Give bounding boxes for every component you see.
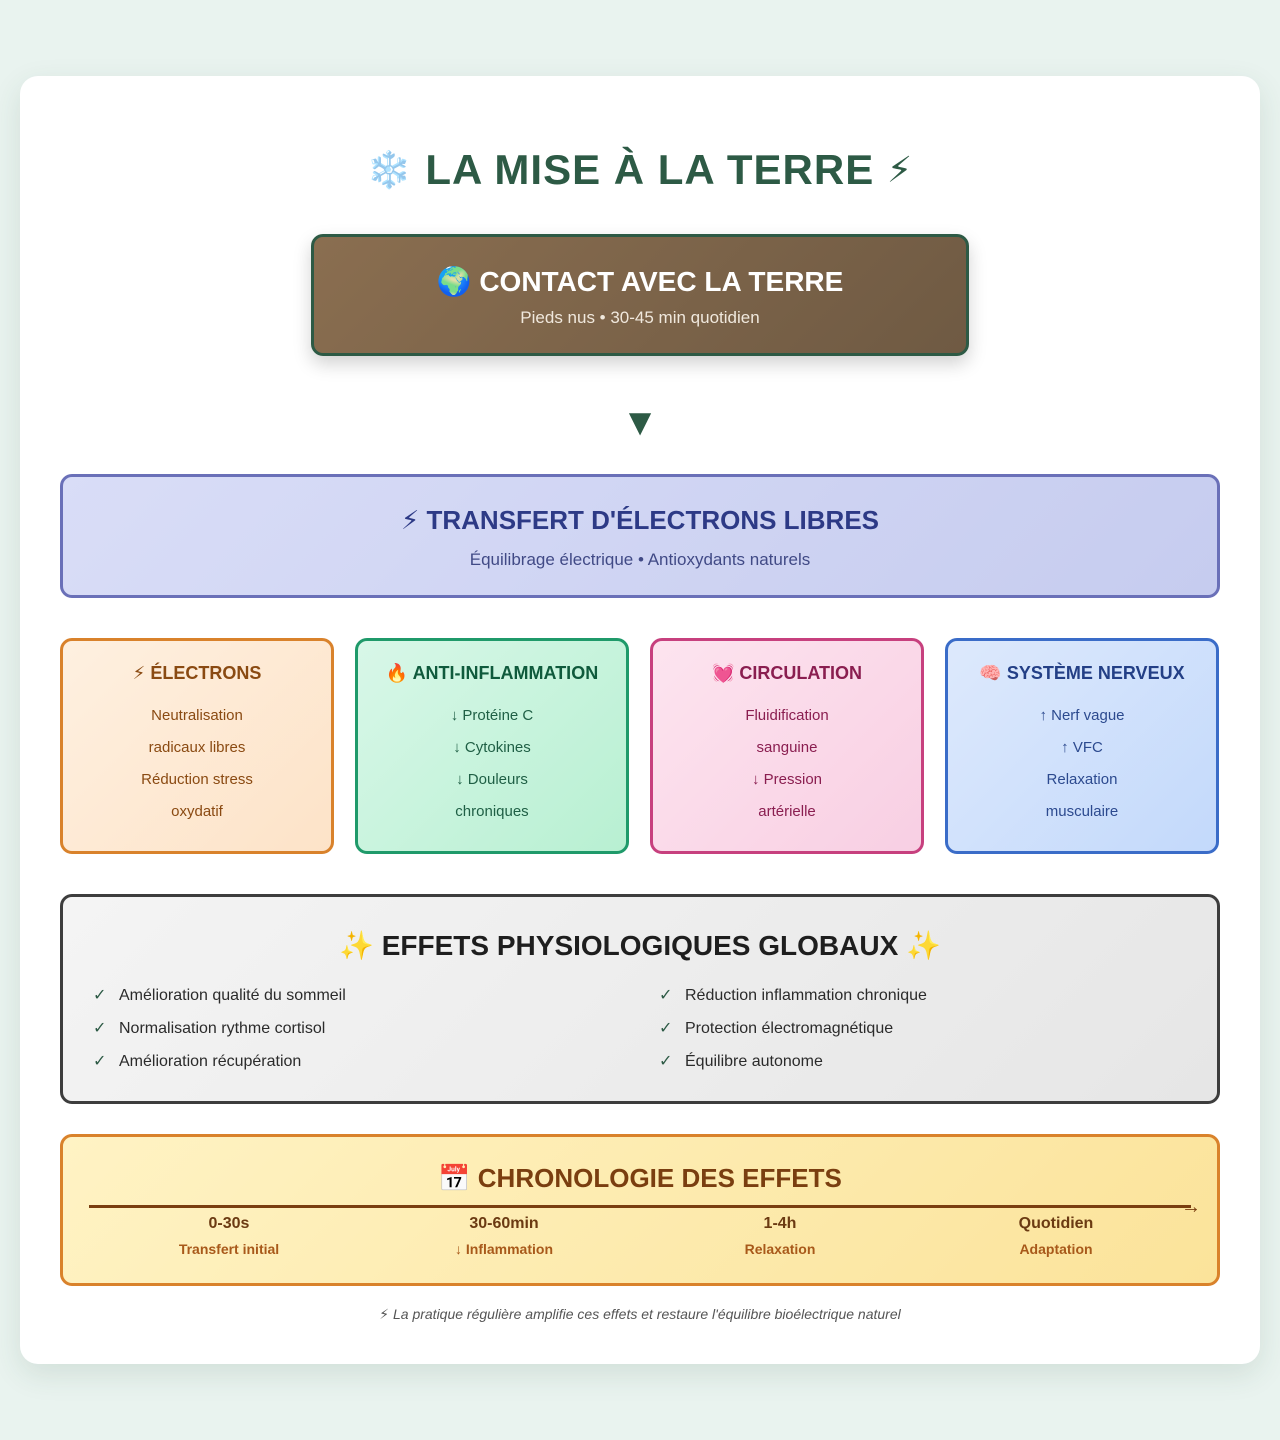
check-icon: ✓ xyxy=(93,1053,107,1070)
mechanism-line: ↑ VFC xyxy=(1061,739,1103,756)
effect-item-text: Amélioration qualité du sommeil xyxy=(119,987,346,1004)
mechanism-title xyxy=(63,663,331,684)
lightning-icon: ⚡ xyxy=(886,149,914,190)
sparkles-icon: ✨ xyxy=(906,930,941,961)
timeline-step-label: Adaptation xyxy=(1019,1241,1093,1257)
timeline-step xyxy=(941,1215,1171,1257)
mechanism-card-electrons xyxy=(60,638,334,854)
mechanism-title-text: SYSTÈME NERVEUX xyxy=(1006,663,1185,683)
brain-icon: 🧠 xyxy=(979,663,1002,683)
timeline-step-time: 0-30s xyxy=(208,1215,250,1232)
timeline-step-time: 30-60min xyxy=(469,1215,539,1232)
page-title-text: LA MISE À LA TERRE xyxy=(425,146,875,193)
mechanism-card-circulation xyxy=(650,638,924,854)
timeline-step xyxy=(389,1215,619,1257)
effect-item xyxy=(659,985,1179,1018)
fire-icon: 🔥 xyxy=(385,663,409,683)
snowflake-icon: ❄️ xyxy=(366,149,413,190)
timeline-step-time: 1-4h xyxy=(763,1215,797,1232)
timeline-line xyxy=(89,1205,1191,1208)
effect-item-text: Protection électromagnétique xyxy=(685,1020,894,1037)
mechanism-title xyxy=(948,663,1216,684)
mechanism-card-nervous-system xyxy=(945,638,1219,854)
mechanism-line: Fluidification xyxy=(745,707,829,724)
effect-item xyxy=(93,985,613,1018)
electron-transfer-subtitle: Équilibrage électrique • Antioxydants naturels xyxy=(469,550,811,569)
globe-icon: 🌍 xyxy=(436,266,472,297)
heart-icon: 💓 xyxy=(711,663,735,683)
timeline-step-label: Relaxation xyxy=(744,1241,816,1257)
mechanism-line: Relaxation xyxy=(1046,771,1118,788)
effect-item xyxy=(93,1018,613,1051)
down-arrow-icon: ▼ xyxy=(621,402,659,444)
effect-item xyxy=(659,1051,1179,1084)
mechanism-title-text: ANTI-INFLAMMATION xyxy=(412,663,599,683)
mechanism-title xyxy=(358,663,626,684)
check-icon: ✓ xyxy=(659,1020,673,1037)
lightning-icon: ⚡ xyxy=(132,663,146,683)
timeline-step-label: Transfert initial xyxy=(178,1241,280,1257)
effect-item xyxy=(93,1051,613,1084)
timeline-step xyxy=(665,1215,895,1257)
earth-contact-title xyxy=(314,265,966,298)
global-effects-box xyxy=(60,894,1220,1104)
effect-item-text: Amélioration récupération xyxy=(119,1053,302,1070)
timeline-step xyxy=(114,1215,344,1257)
check-icon: ✓ xyxy=(93,1020,107,1037)
effect-item-text: Équilibre autonome xyxy=(685,1053,823,1070)
mechanism-line: ↓ Cytokines xyxy=(453,739,531,756)
mechanism-line: radicaux libres xyxy=(148,739,246,756)
page-title xyxy=(0,146,1280,194)
mechanism-line: artérielle xyxy=(758,803,816,820)
effect-item xyxy=(659,1018,1179,1051)
mechanism-title-text: CIRCULATION xyxy=(739,663,863,683)
global-effects-title xyxy=(63,929,1217,962)
sparkles-icon: ✨ xyxy=(339,930,374,961)
chronology-title xyxy=(63,1163,1217,1194)
timeline-step-time: Quotidien xyxy=(1018,1215,1094,1232)
mechanism-line: ↓ Protéine C xyxy=(450,707,534,724)
mechanism-title xyxy=(653,663,921,684)
mechanism-line: sanguine xyxy=(756,739,818,756)
check-icon: ✓ xyxy=(93,987,107,1004)
mechanism-line: chroniques xyxy=(455,803,529,820)
timeline-step-label: ↓ Inflammation xyxy=(454,1241,553,1257)
footer-note-text: La pratique régulière amplifie ces effets et restaure l'équilibre bioélectrique naturel xyxy=(392,1306,901,1322)
electron-transfer-box xyxy=(60,474,1220,598)
check-icon: ✓ xyxy=(659,1053,673,1070)
earth-contact-title-text: CONTACT AVEC LA TERRE xyxy=(479,266,844,297)
electron-transfer-title-text: TRANSFERT D'ÉLECTRONS LIBRES xyxy=(426,505,880,535)
electron-transfer-title xyxy=(63,505,1217,536)
earth-contact-box xyxy=(311,234,969,356)
lightning-icon: ⚡ xyxy=(400,505,420,535)
mechanism-line: Neutralisation xyxy=(151,707,243,724)
calendar-icon: 📅 xyxy=(438,1163,471,1193)
lightning-icon: ⚡ xyxy=(379,1306,390,1322)
mechanism-line: ↓ Pression xyxy=(751,771,823,788)
check-icon: ✓ xyxy=(659,987,673,1004)
global-effects-title-text: EFFETS PHYSIOLOGIQUES GLOBAUX xyxy=(381,930,899,961)
earth-contact-subtitle: Pieds nus • 30-45 min quotidien xyxy=(520,308,760,327)
mechanism-line: musculaire xyxy=(1045,803,1119,820)
footer-note xyxy=(0,1306,1280,1323)
effect-item-text: Normalisation rythme cortisol xyxy=(119,1020,326,1037)
mechanism-line: ↓ Douleurs xyxy=(456,771,528,788)
mechanism-line: oxydatif xyxy=(171,803,223,820)
mechanism-line: Réduction stress xyxy=(141,771,253,788)
mechanism-title-text: ÉLECTRONS xyxy=(150,663,262,683)
chronology-title-text: CHRONOLOGIE DES EFFETS xyxy=(477,1163,842,1193)
mechanism-line: ↑ Nerf vague xyxy=(1039,707,1125,724)
chronology-box xyxy=(60,1134,1220,1286)
timeline-arrow-icon: → xyxy=(1181,1196,1201,1218)
effect-item-text: Réduction inflammation chronique xyxy=(685,987,927,1004)
mechanism-card-anti-inflammation xyxy=(355,638,629,854)
